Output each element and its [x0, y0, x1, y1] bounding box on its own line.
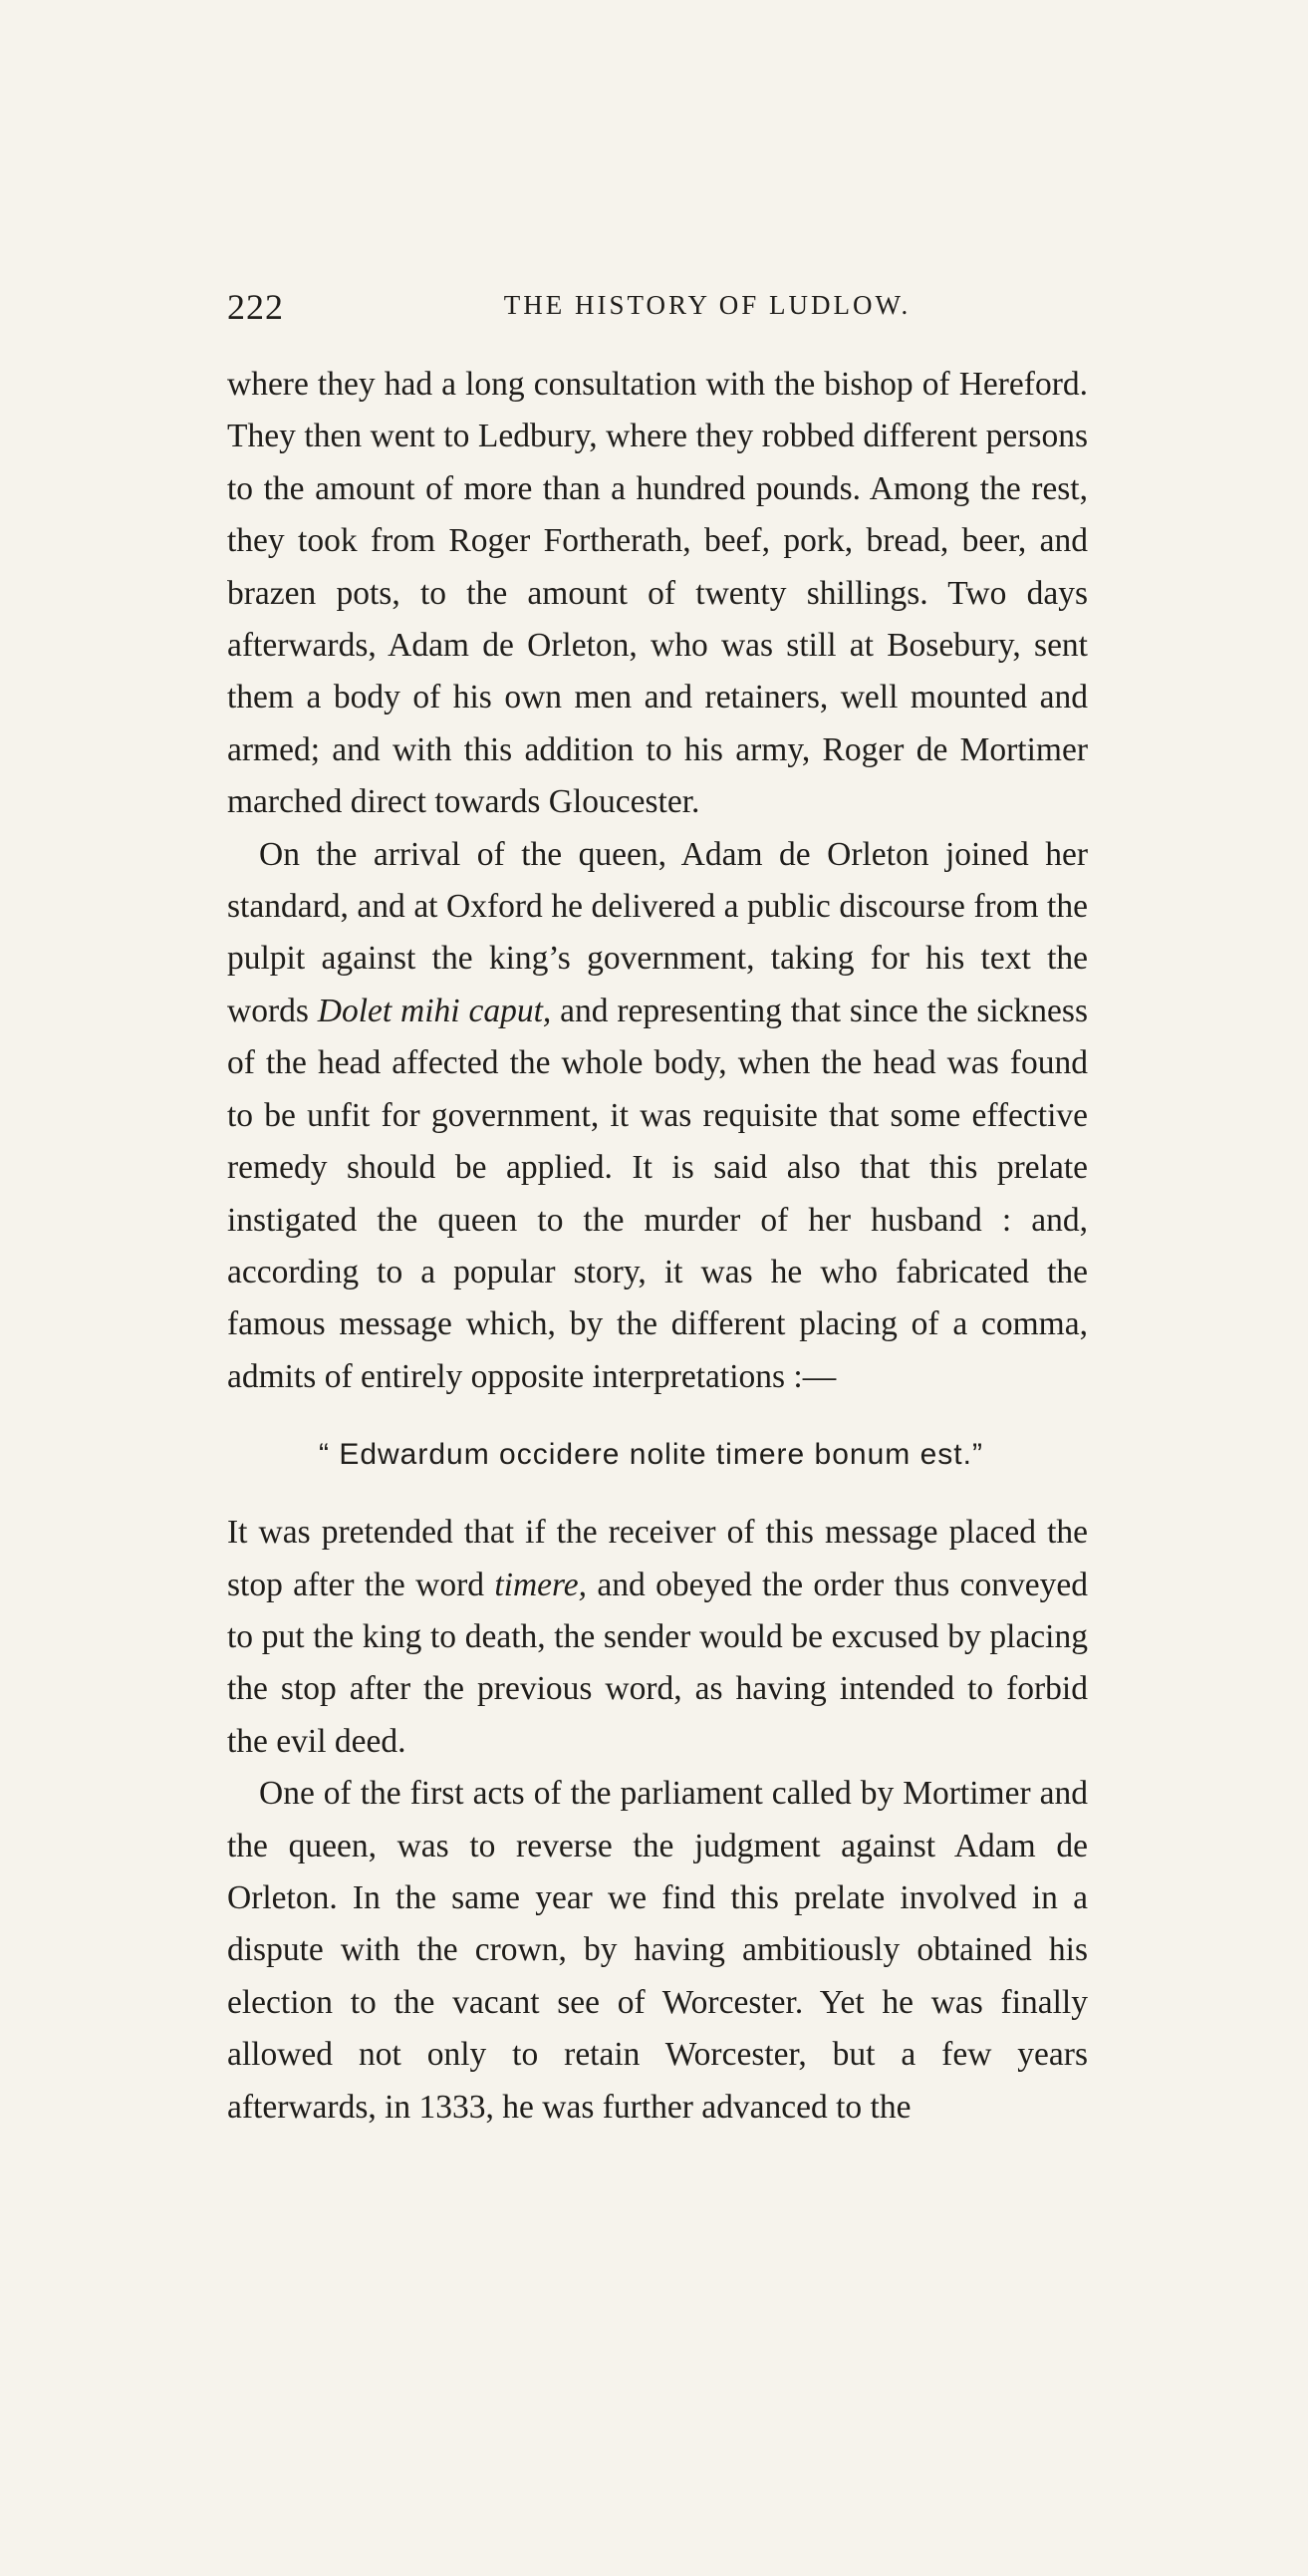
paragraph-3-text-b: and obeyed the order thus conveyed to put the king to death, the sender would be excused by placing the stop after the previous word, as having intended to forbid the evil deed.	[227, 1566, 1088, 1760]
paragraph-3-text-a: It was pretended that if the receiver of this message placed the stop after the word	[227, 1514, 1088, 1603]
paragraph-2-text-b: and representing that since the sickness of the head affected the whole body, when the head was found to be unfit for government, it was requisite that some effective remedy should be applied. It is said also that this prelate instigated the queen to the murder of her husband : and, according to a popular story, it was he who fabricated the famous message which, by the different placing of a comma, admits of entirely opposite interpretations :—	[227, 992, 1088, 1395]
body-text	[227, 359, 1088, 2134]
paragraph-4: One of the first acts of the parliament called by Mortimer and the queen, was to reverse the judgment against Adam de Orleton. In the same year we find this prelate involved in a dispute with the crown, by having ambitiously obtained his election to the vacant see of Worcester. Yet he was finally allowed not only to retain Worcester, but a few years afterwards, in 1333, he was further advanced to the	[227, 1775, 1088, 2126]
page-number: 222	[227, 287, 284, 327]
paragraph-1: where they had a long consultation with the bishop of Hereford. They then went to Ledbury, where they robbed different persons to the amount of more than a hundred pounds. Among the rest, they took from Roger Fortherath, beef, pork, bread, beer, and brazen pots, to the amount of twenty shillings. Two days afterwards, Adam de Orleton, who was still at Bosebury, sent them a body of his own men and retainers, well mounted and armed; and with this addition to his army, Roger de Mortimer marched direct towards Gloucester.	[227, 366, 1088, 821]
italic-word: timere,	[494, 1566, 588, 1603]
paragraph-2	[227, 829, 1088, 1403]
paragraph-3	[227, 1507, 1088, 1768]
paragraph-2-text-a: On the arrival of the queen, Adam de Orleton joined her standard, and at Oxford he delivered a public discourse from the pulpit against the king’s government, taking for his text the words	[227, 835, 1088, 1029]
quoted-message: “ Edwardum occidere nolite timere bonum est.”	[319, 1438, 983, 1472]
running-title: THE HISTORY OF LUDLOW.	[503, 290, 912, 320]
running-header	[227, 286, 1088, 332]
latin-phrase: Dolet mihi caput,	[317, 992, 552, 1029]
